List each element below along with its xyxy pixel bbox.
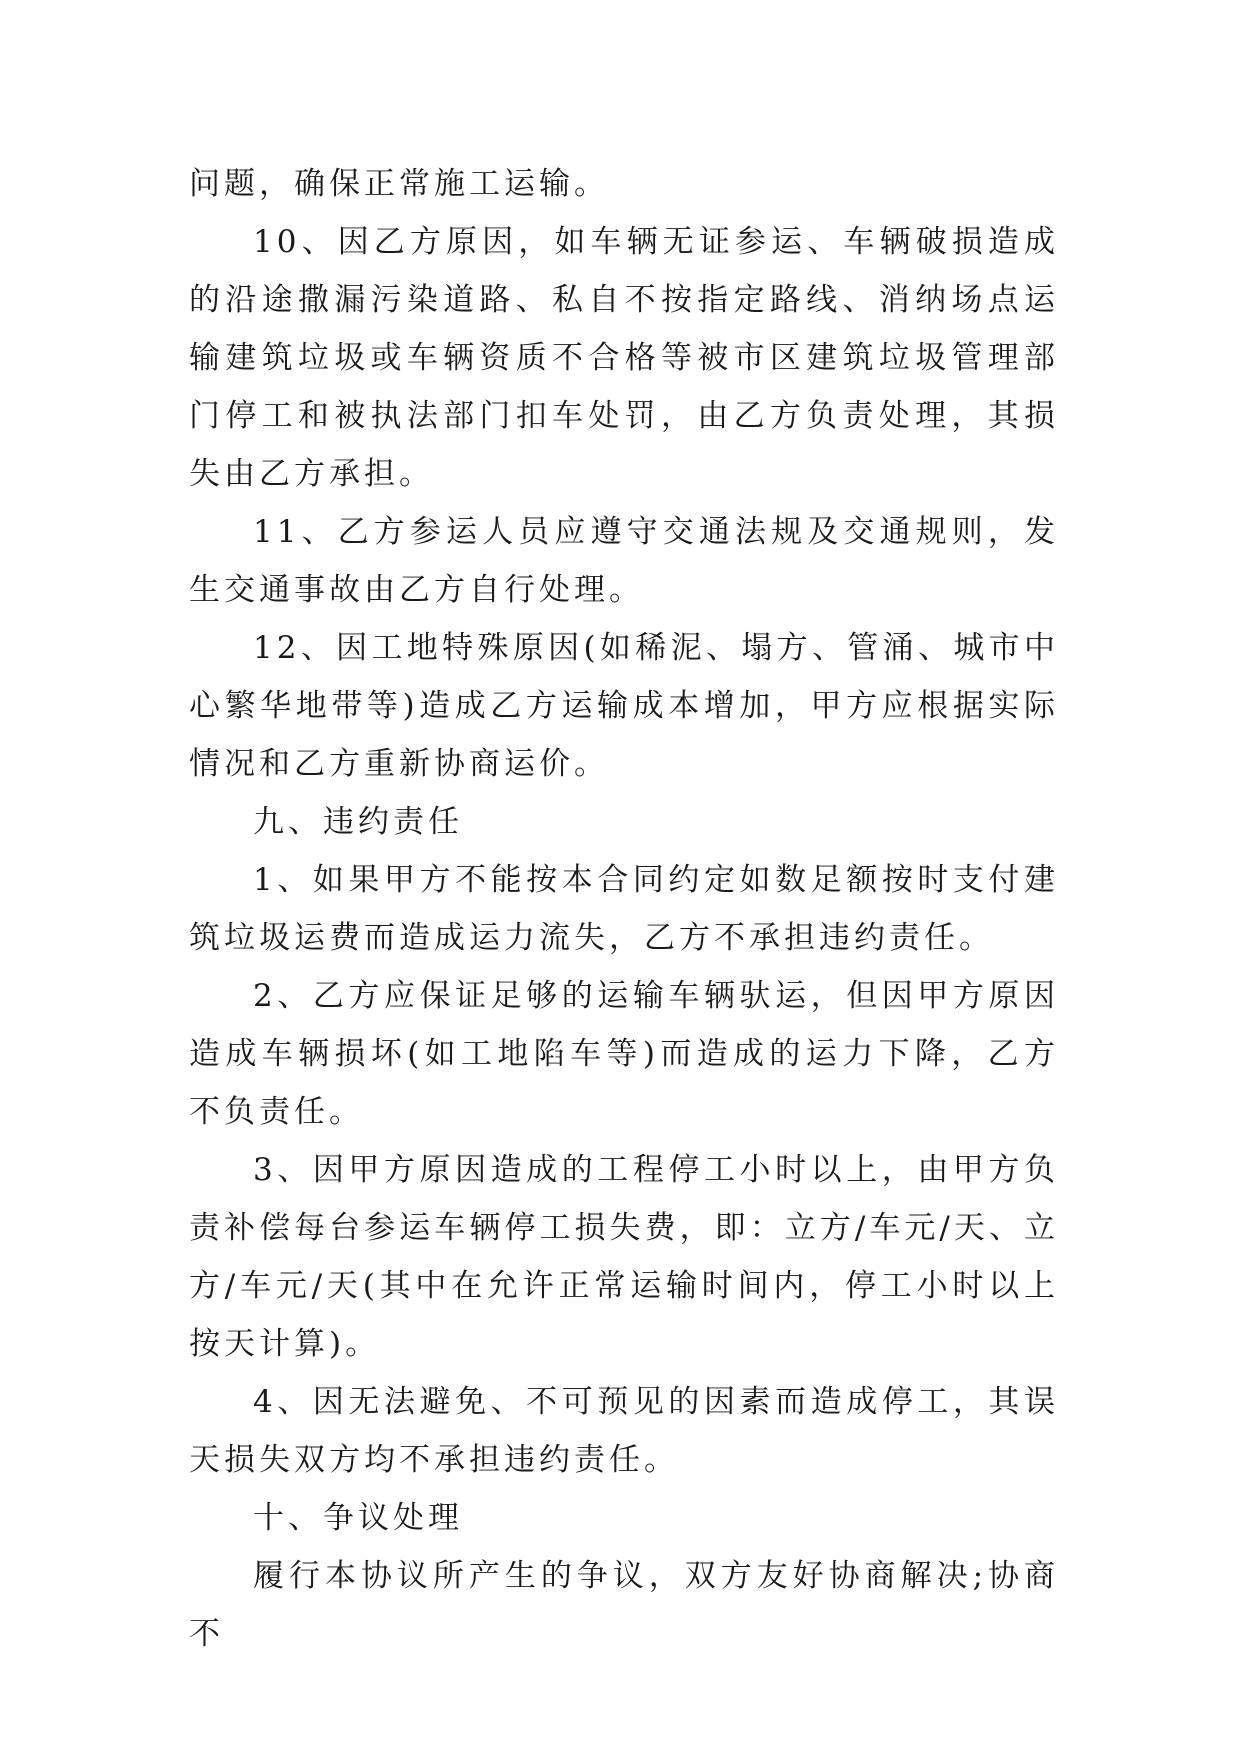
breach-clause-3: 3、因甲方原因造成的工程停工小时以上，由甲方负责补偿每台参运车辆停工损失费，即：立方/车元/天、立方/车元/天(其中在允许正常运输时间内，停工小时以上按天计算)。 — [189, 1152, 1059, 1362]
paragraph-continuation: 问题，确保正常施工运输。 — [189, 166, 609, 202]
clause-10: 10、因乙方原因，如车辆无证参运、车辆破损造成的沿途撒漏污染道路、私自不按指定路线、消纳场点运输建筑垃圾或车辆资质不合格等被市区建筑垃圾管理部门停工和被执法部门扣车处罚，由乙方负责处理，其损失由乙方承担。 — [189, 224, 1059, 492]
clause-12: 12、因工地特殊原因(如稀泥、塌方、管涌、城市中心繁华地带等)造成乙方运输成本增加，甲方应根据实际情况和乙方重新协商运价。 — [189, 630, 1059, 782]
dispute-paragraph: 履行本协议所产生的争议，双方友好协商解决;协商不 — [189, 1558, 1059, 1652]
breach-clause-4: 4、因无法避免、不可预见的因素而造成停工，其误天损失双方均不承担违约责任。 — [189, 1384, 1059, 1478]
breach-clause-2: 2、乙方应保证足够的运输车辆驮运，但因甲方原因造成车辆损坏(如工地陷车等)而造成的运力下降，乙方不负责任。 — [189, 978, 1059, 1130]
document-body — [189, 155, 1059, 1663]
breach-clause-1: 1、如果甲方不能按本合同约定如数足额按时支付建筑垃圾运费而造成运力流失，乙方不承担违约责任。 — [189, 862, 1059, 956]
section-heading-dispute: 十、争议处理 — [253, 1500, 463, 1536]
clause-11: 11、乙方参运人员应遵守交通法规及交通规则，发生交通事故由乙方自行处理。 — [189, 514, 1059, 608]
section-heading-breach-liability: 九、违约责任 — [253, 804, 463, 840]
